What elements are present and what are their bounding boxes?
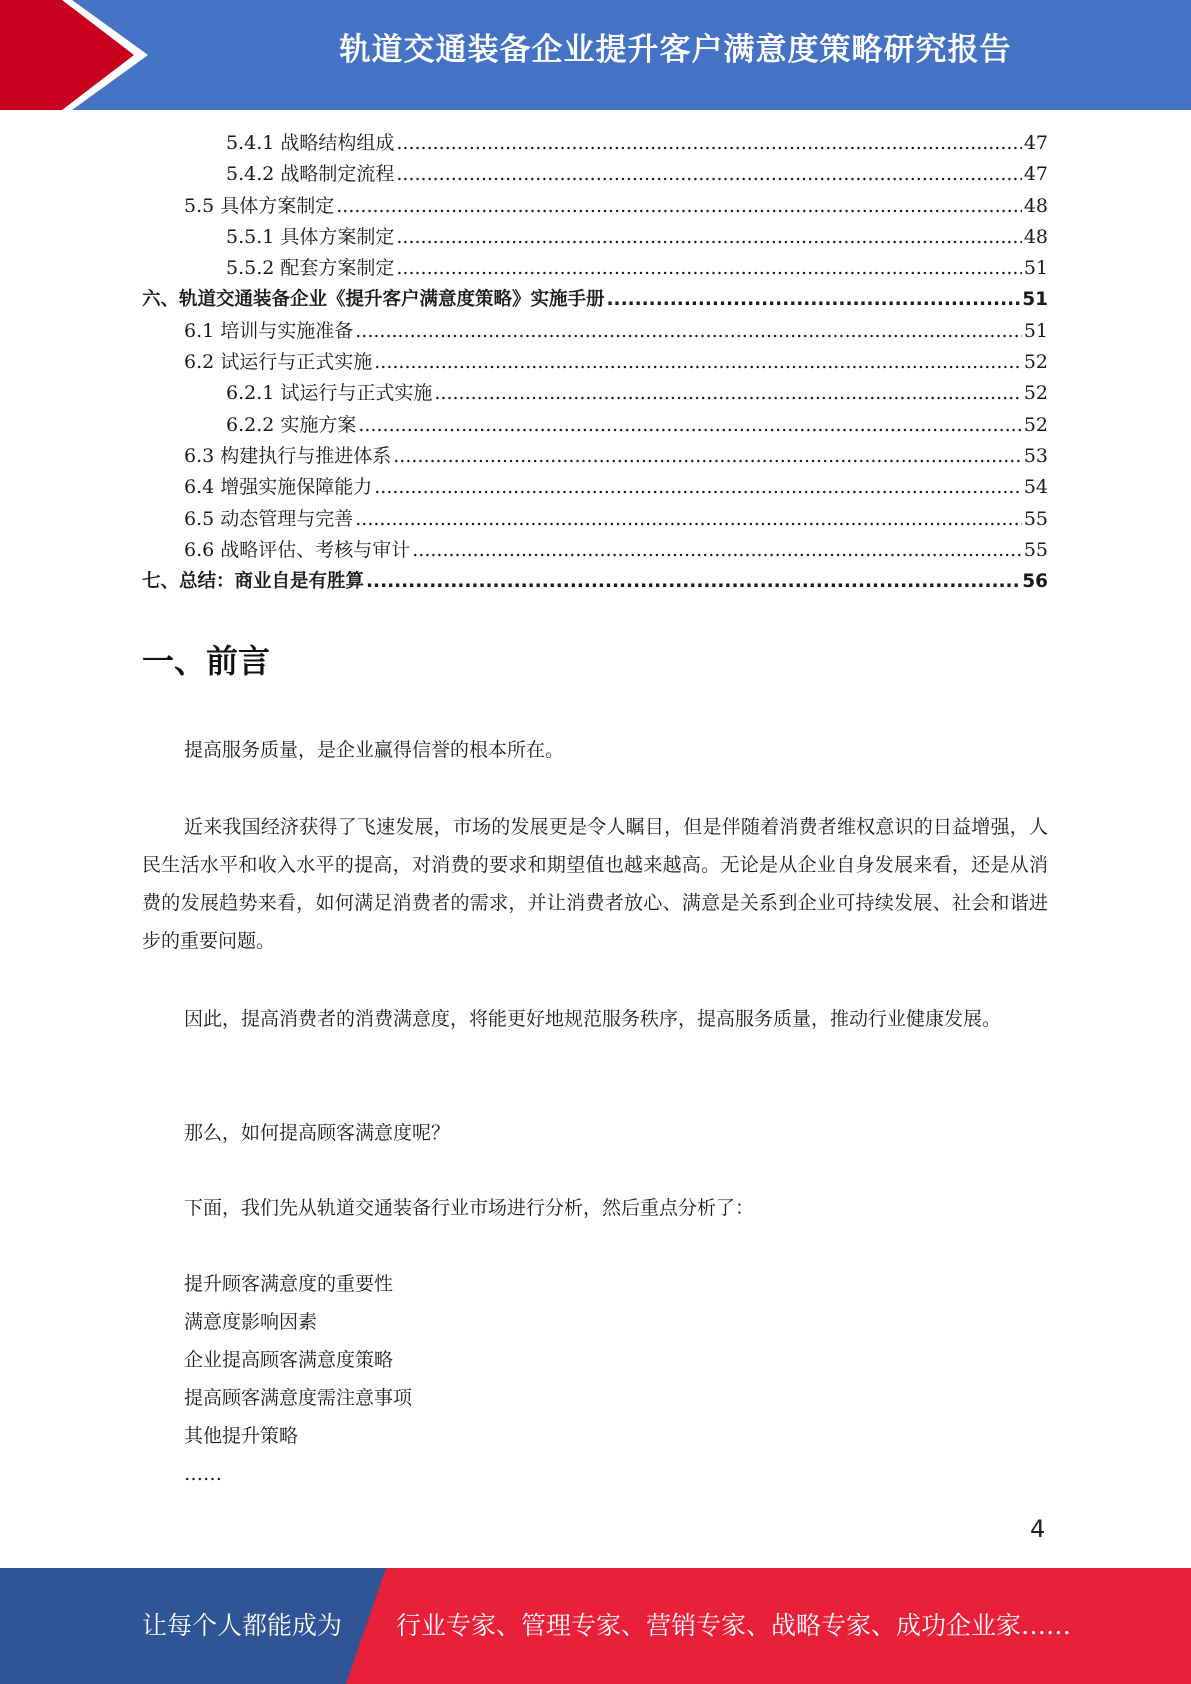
list-item: 满意度影响因素 xyxy=(184,1311,318,1333)
body-paragraph: 下面，我们先从轨道交通装备行业市场进行分析，然后重点分析了： xyxy=(184,1197,755,1219)
toc-entry[interactable] xyxy=(142,410,1048,441)
toc-entry[interactable] xyxy=(142,191,1048,222)
toc-entry[interactable] xyxy=(142,472,1048,503)
toc-entry-label: 5.4.1 战略结构组成 xyxy=(226,132,395,154)
toc-entry-page: 48 xyxy=(1023,225,1048,248)
list-item: 提升顾客满意度的重要性 xyxy=(184,1273,394,1295)
toc-entry-label: 5.5.1 具体方案制定 xyxy=(226,225,395,248)
toc-entry-label: 七、总结：商业自是有胜算 xyxy=(142,571,365,593)
topic-list xyxy=(184,1265,412,1493)
toc-entry-label: 6.3 构建执行与推进体系 xyxy=(184,444,392,467)
section-heading: 一、前言 xyxy=(142,642,271,680)
toc-entry-label: 5.5 具体方案制定 xyxy=(184,194,335,217)
toc-entry-page: 51 xyxy=(1023,319,1048,342)
toc-leader-dots xyxy=(374,347,1022,378)
toc-entry-page: 47 xyxy=(1023,163,1048,186)
toc-entry[interactable] xyxy=(142,222,1048,253)
toc-leader-dots xyxy=(396,253,1021,284)
footer-slogan-right: 行业专家、管理专家、营销专家、战略专家、成功企业家…… xyxy=(396,1611,1072,1640)
page-number: 4 xyxy=(1030,1515,1046,1543)
page-footer xyxy=(0,1568,1191,1684)
toc-leader-dots xyxy=(393,441,1022,472)
list-item: 提高顾客满意度需注意事项 xyxy=(184,1387,413,1409)
body-paragraph: 因此，提高消费者的消费满意度，将能更好地规范服务秩序，提高服务质量，推动行业健康发展。 xyxy=(184,1008,1002,1030)
toc-entry-page: 51 xyxy=(1023,257,1048,280)
toc-entry-page: 55 xyxy=(1023,507,1048,530)
footer-slogan-left: 让每个人都能成为 xyxy=(142,1611,343,1640)
body-paragraph: 提高服务质量，是企业赢得信誉的根本所在。 xyxy=(184,739,565,761)
toc-entry-page: 52 xyxy=(1023,413,1048,436)
toc-leader-dots xyxy=(366,566,1020,597)
toc-leader-dots xyxy=(396,222,1021,253)
body-paragraph: 那么，如何提高顾客满意度呢？ xyxy=(184,1122,451,1144)
page-header xyxy=(0,0,1191,110)
toc-leader-dots xyxy=(336,191,1022,222)
toc-entry-label: 6.5 动态管理与完善 xyxy=(184,507,354,530)
toc-entry[interactable] xyxy=(142,128,1048,159)
toc-entry-page: 55 xyxy=(1023,538,1048,561)
toc-leader-dots xyxy=(434,378,1021,409)
toc-entry-label: 5.4.2 战略制定流程 xyxy=(226,163,395,186)
toc-leader-dots xyxy=(358,410,1021,441)
toc-entry-label: 六、轨道交通装备企业《提升客户满意度策略》实施手册 xyxy=(142,289,605,311)
toc-entry-page: 52 xyxy=(1023,382,1048,405)
toc-leader-dots xyxy=(355,504,1022,535)
toc-entry-page: 56 xyxy=(1022,571,1048,593)
toc-entry[interactable] xyxy=(142,316,1048,347)
toc-leader-dots xyxy=(412,535,1022,566)
toc-entry[interactable] xyxy=(142,347,1048,378)
toc-entry[interactable] xyxy=(142,535,1048,566)
toc-entry-label: 6.4 增强实施保障能力 xyxy=(184,476,373,499)
toc-leader-dots xyxy=(355,316,1022,347)
toc-leader-dots xyxy=(396,159,1021,190)
toc-entry-label: 6.1 培训与实施准备 xyxy=(184,319,354,342)
toc-entry[interactable] xyxy=(142,441,1048,472)
toc-entry[interactable] xyxy=(142,159,1048,190)
list-item: 企业提高顾客满意度策略 xyxy=(184,1349,394,1371)
toc-entry-page: 51 xyxy=(1022,289,1048,311)
toc-entry-page: 52 xyxy=(1023,351,1048,374)
list-item: 其他提升策略 xyxy=(184,1425,299,1447)
toc-entry-page: 53 xyxy=(1023,444,1048,467)
toc-entry-label: 6.6 战略评估、考核与审计 xyxy=(184,538,411,561)
document-title: 轨道交通装备企业提升客户满意度策略研究报告 xyxy=(339,32,1012,68)
list-item: …… xyxy=(184,1463,222,1485)
toc-leader-dots xyxy=(396,128,1021,159)
toc-leader-dots xyxy=(607,284,1021,315)
toc-entry[interactable] xyxy=(142,378,1048,409)
toc-entry-label: 6.2.1 试运行与正式实施 xyxy=(226,382,433,405)
toc-entry-page: 54 xyxy=(1023,476,1048,499)
toc-entry-label: 5.5.2 配套方案制定 xyxy=(226,257,395,280)
toc-entry-page: 48 xyxy=(1023,194,1048,217)
toc-chapter-entry[interactable] xyxy=(142,284,1048,315)
toc-entry[interactable] xyxy=(142,253,1048,284)
body-paragraph: 近来我国经济获得了飞速发展，市场的发展更是令人瞩目，但是伴随着消费者维权意识的日益增强，人民生活水平和收入水平的提高，对消费的要求和期望值也越来越高。无论是从企业自身发展来看，还是从消费的发展趋势来看，如何满足消费者的需求，并让消费者放心、满意是关系到企业可持续发展、社会和谐进步的重要问题。 xyxy=(142,816,1048,952)
table-of-contents xyxy=(142,128,1048,597)
toc-chapter-entry[interactable] xyxy=(142,566,1048,597)
toc-entry-label: 6.2 试运行与正式实施 xyxy=(184,351,373,374)
toc-entry-page: 47 xyxy=(1023,132,1048,154)
toc-entry-label: 6.2.2 实施方案 xyxy=(226,413,357,436)
toc-entry[interactable] xyxy=(142,504,1048,535)
toc-leader-dots xyxy=(374,472,1022,503)
